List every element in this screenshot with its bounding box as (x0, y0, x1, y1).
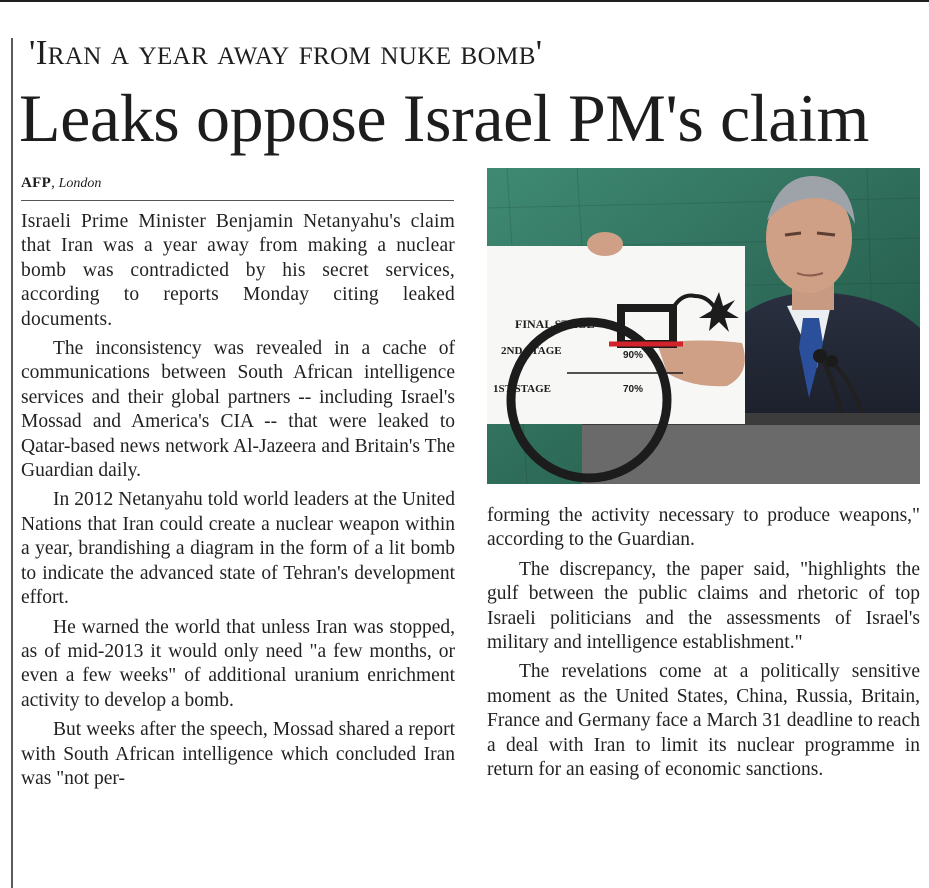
column-side-rule (11, 38, 13, 888)
label-final-stage: FINAL STAGE (515, 317, 595, 331)
byline-agency: AFP (21, 175, 52, 191)
paragraph: The discrepancy, the paper said, "highlights the gulf between the public claims and rhetoric of top Israeli politicians and the assessments of Israel's military and intelligence establishment." (487, 558, 920, 654)
left-hand (587, 232, 623, 256)
label-stage-2: 2ND STAGE (501, 345, 562, 357)
paragraph: But weeks after the speech, Mossad shared a report with South African intelligence which concluded Iran was "not per- (21, 719, 455, 789)
article-column-right (487, 504, 920, 787)
paragraph: The inconsistency was revealed in a cache of communications between South African intelligence services and their global partners -- including Israel's Mossad and America's CIA -- that were leaked to Qatar-based news network Al-Jazeera and Britain's The Guardian daily. (21, 338, 455, 482)
byline-separator: , (51, 175, 59, 191)
label-stage-2-value: 90% (623, 350, 644, 361)
bomb-diagram-board (487, 246, 745, 424)
photo-illustration (487, 168, 920, 484)
top-rule (0, 0, 929, 2)
byline (21, 176, 101, 191)
byline-location: London (58, 176, 102, 191)
podium (582, 425, 920, 484)
paragraph: Israeli Prime Minister Benjamin Netanyahu's claim that Iran was a year away from making a nuclear bomb was contradicted by his secret services, according to reports Monday citing leaked documents. (21, 211, 455, 330)
article-column-left (21, 210, 455, 796)
label-stage-1-value: 70% (623, 384, 644, 395)
label-stage-1: 1ST STAGE (493, 383, 551, 395)
news-photo (487, 168, 920, 484)
byline-rule (21, 200, 454, 201)
kicker: 'Iran a year away from nuke bomb' (29, 33, 543, 72)
headline: Leaks oppose Israel PM's claim (19, 80, 870, 156)
paragraph: forming the activity necessary to produce weapons," according to the Guardian. (487, 505, 920, 551)
paragraph: In 2012 Netanyahu told world leaders at the United Nations that Iran could create a nuclear weapon within a year, brandishing a diagram in the form of a lit bomb to indicate the advanced state of Tehran's development effort. (21, 489, 455, 609)
paragraph: He warned the world that unless Iran was stopped, as of mid-2013 it would only need "a few months, or even a few weeks" of additional uranium enrichment activity to develop a bomb. (21, 616, 455, 711)
paragraph: The revelations come at a politically sensitive moment as the United States, China, Russia, Britain, France and Germany face a March 31 deadline to reach a deal with Iran to limit its nuclear programme in return for an easing of economic sanctions. (487, 661, 920, 781)
